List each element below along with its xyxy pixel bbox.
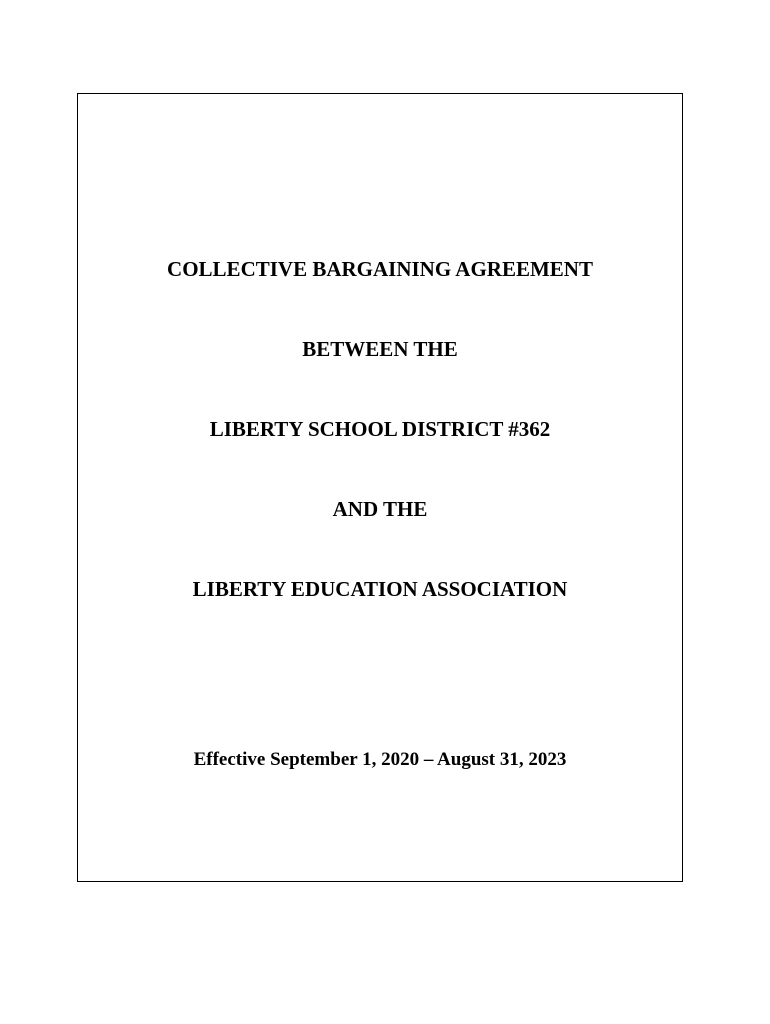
district-name: LIBERTY SCHOOL DISTRICT #362 — [209, 417, 551, 441]
cover-frame — [77, 93, 683, 882]
between-line: BETWEEN THE — [302, 337, 458, 361]
agreement-title: COLLECTIVE BARGAINING AGREEMENT — [167, 257, 593, 281]
and-line: AND THE — [332, 497, 428, 521]
association-name: LIBERTY EDUCATION ASSOCIATION — [192, 577, 568, 601]
effective-dates: Effective September 1, 2020 – August 31, 2023 — [193, 749, 567, 770]
